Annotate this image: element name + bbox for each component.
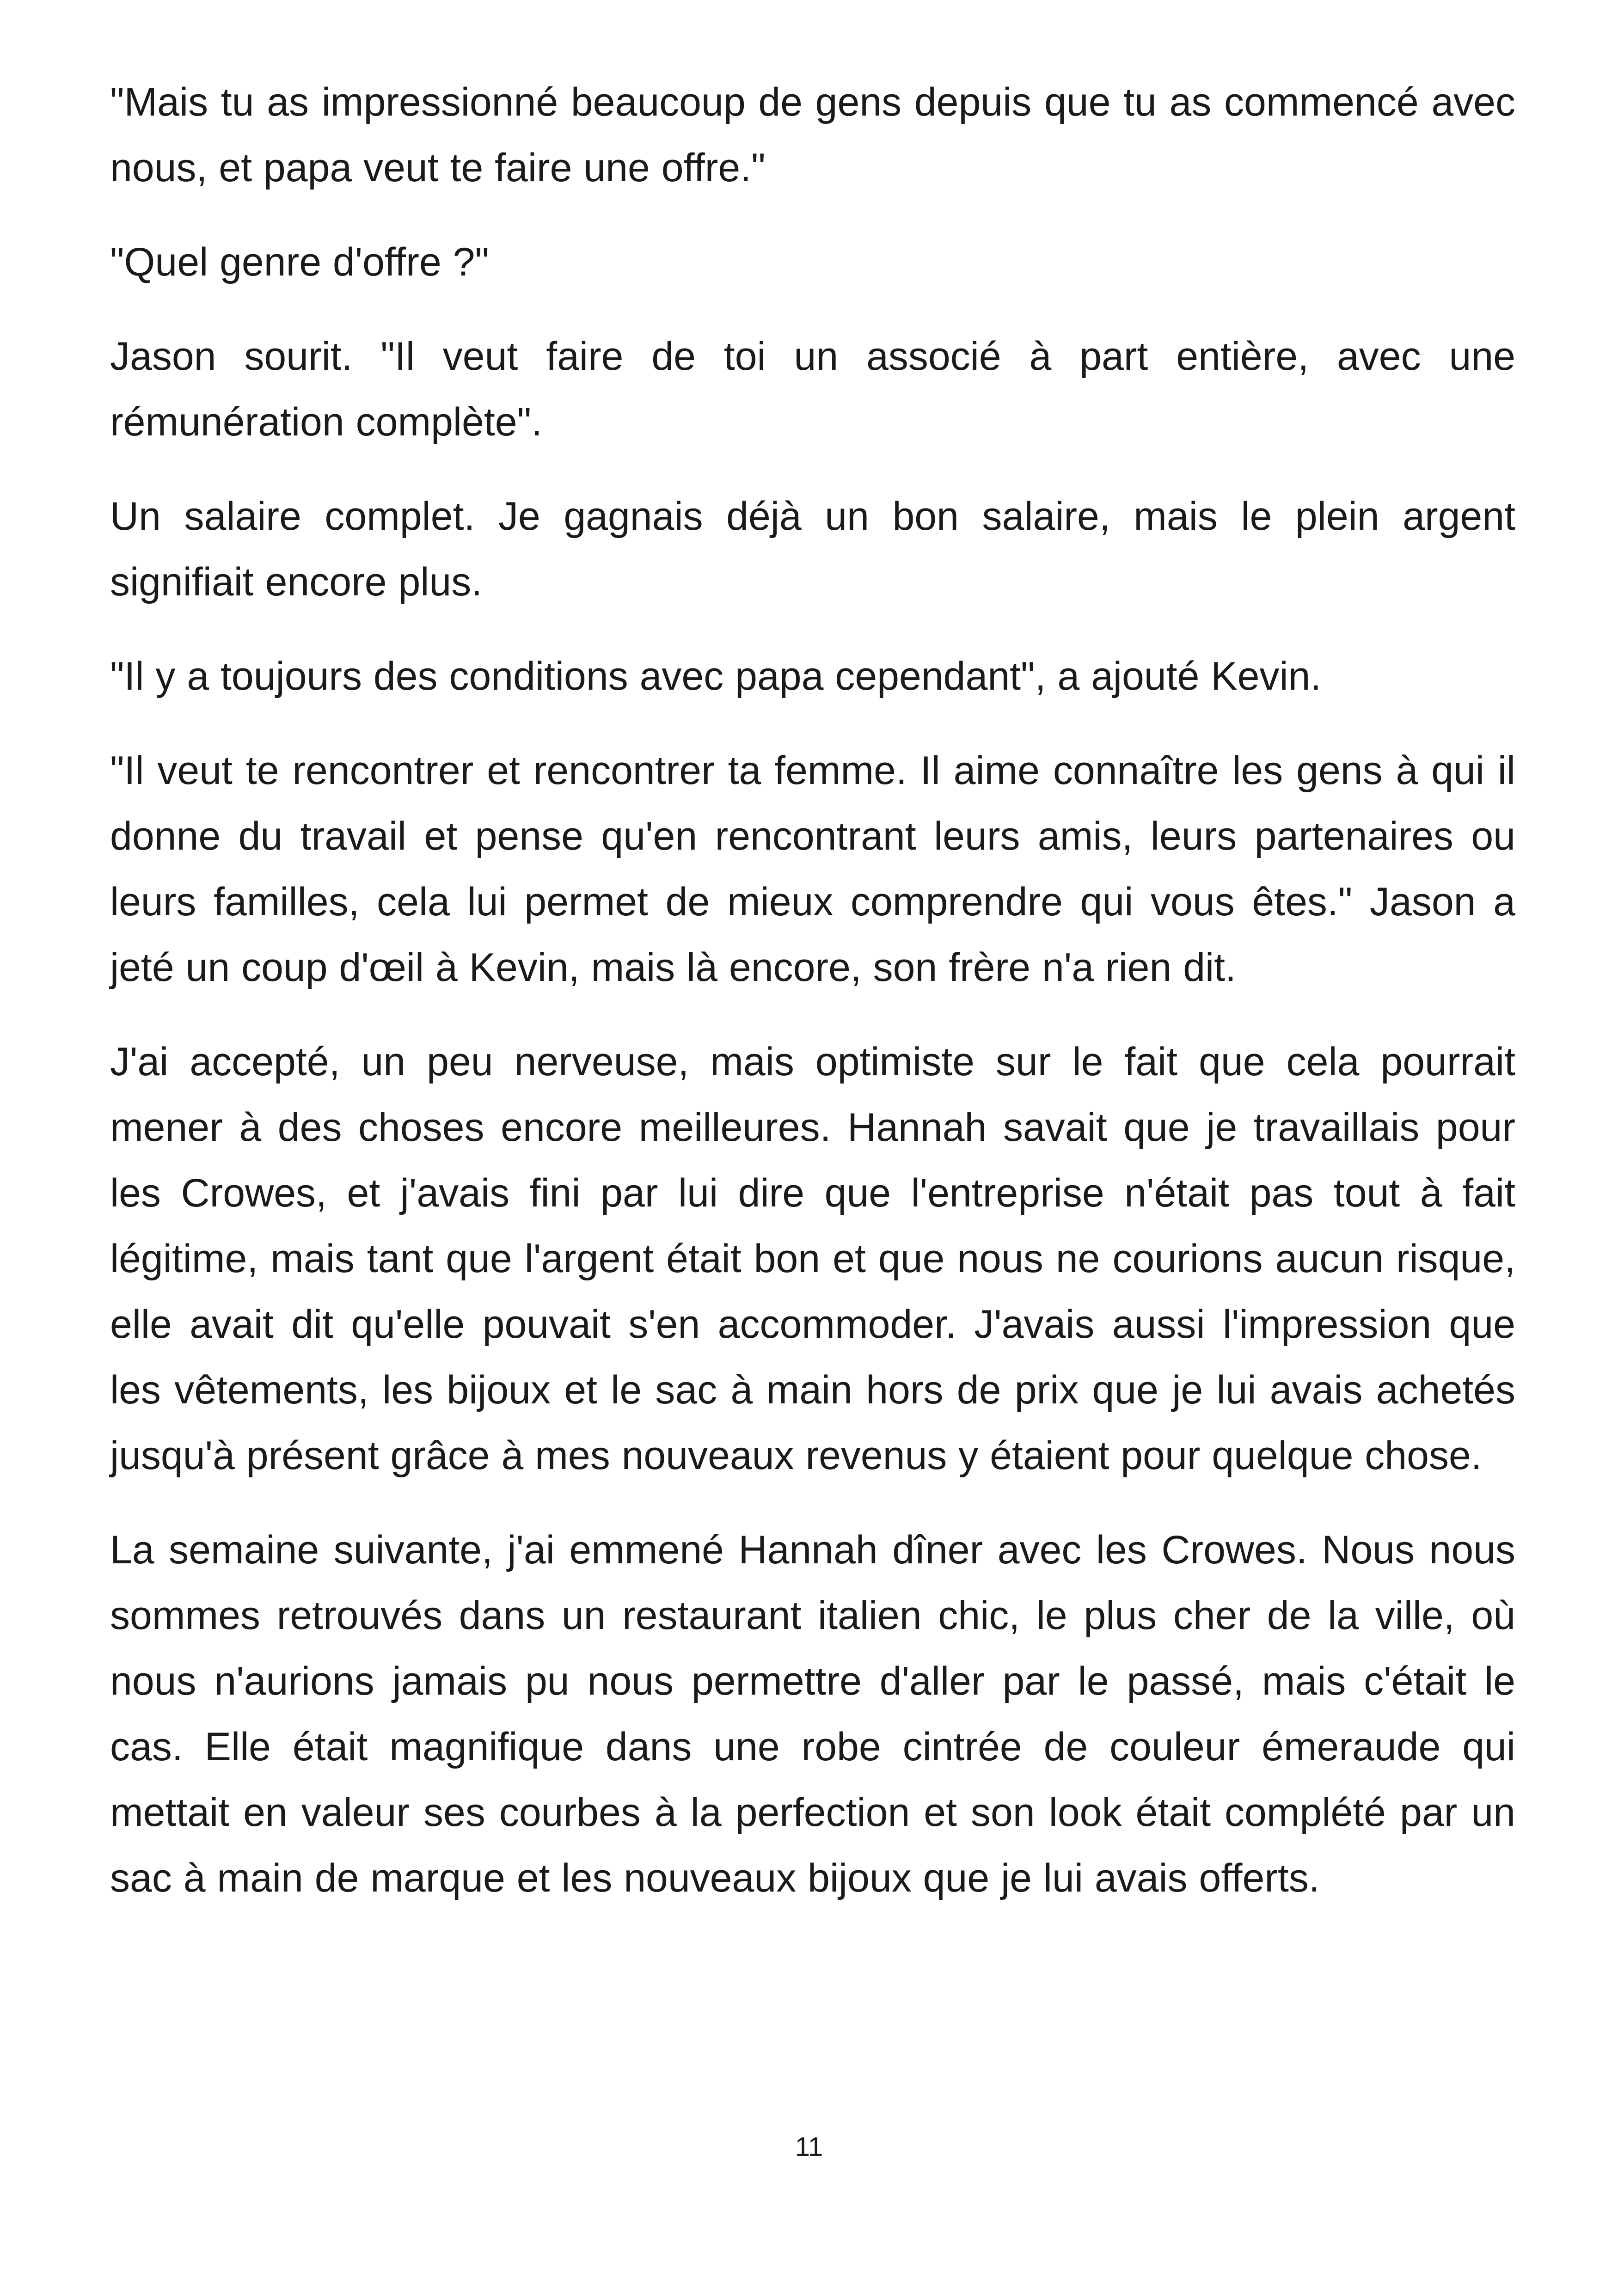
- paragraph: J'ai accepté, un peu nerveuse, mais optimiste sur le fait que cela pourrait mener à des choses encore meilleures. Hannah savait que je travaillais pour les Crowes, et j'avais fini par lui dire que l'entreprise n'était pas tout à fait légitime, mais tant que l'argent était bon et que nous ne courions aucun risque, elle avait dit qu'elle pouvait s'en accommoder. J'avais aussi l'impression que les vêtements, les bijoux et le sac à main hors de prix que je lui avais achetés jusqu'à présent grâce à mes nouveaux revenus y étaient pour quelque chose.: [110, 1040, 1515, 1478]
- page-number: 11: [795, 2132, 823, 2162]
- paragraph: "Mais tu as impressionné beaucoup de gens depuis que tu as commencé avec nous, et papa veut te faire une offre.": [110, 80, 1515, 190]
- paragraph: "Il y a toujours des conditions avec papa cependant", a ajouté Kevin.: [110, 654, 1322, 698]
- paragraph: Un salaire complet. Je gagnais déjà un bon salaire, mais le plein argent signifiait encore plus.: [110, 494, 1515, 604]
- paragraph: "Quel genre d'offre ?": [110, 240, 489, 284]
- body-text: [110, 69, 1515, 1940]
- paragraph: "Il veut te rencontrer et rencontrer ta femme. Il aime connaître les gens à qui il donne du travail et pense qu'en rencontrant leurs amis, leurs partenaires ou leurs familles, cela lui permet de mieux comprendre qui vous êtes." Jason a jeté un coup d'œil à Kevin, mais là encore, son frère n'a rien dit.: [110, 748, 1515, 990]
- paragraph: Jason sourit. "Il veut faire de toi un associé à part entière, avec une rémunération complète".: [110, 334, 1515, 444]
- paragraph: La semaine suivante, j'ai emmené Hannah dîner avec les Crowes. Nous nous sommes retrouvés dans un restaurant italien chic, le plus cher de la ville, où nous n'aurions jamais pu nous permettre d'aller par le passé, mais c'était le cas. Elle était magnifique dans une robe cintrée de couleur émeraude qui mettait en valeur ses courbes à la perfection et son look était complété par un sac à main de marque et les nouveaux bijoux que je lui avais offerts.: [110, 1528, 1515, 1900]
